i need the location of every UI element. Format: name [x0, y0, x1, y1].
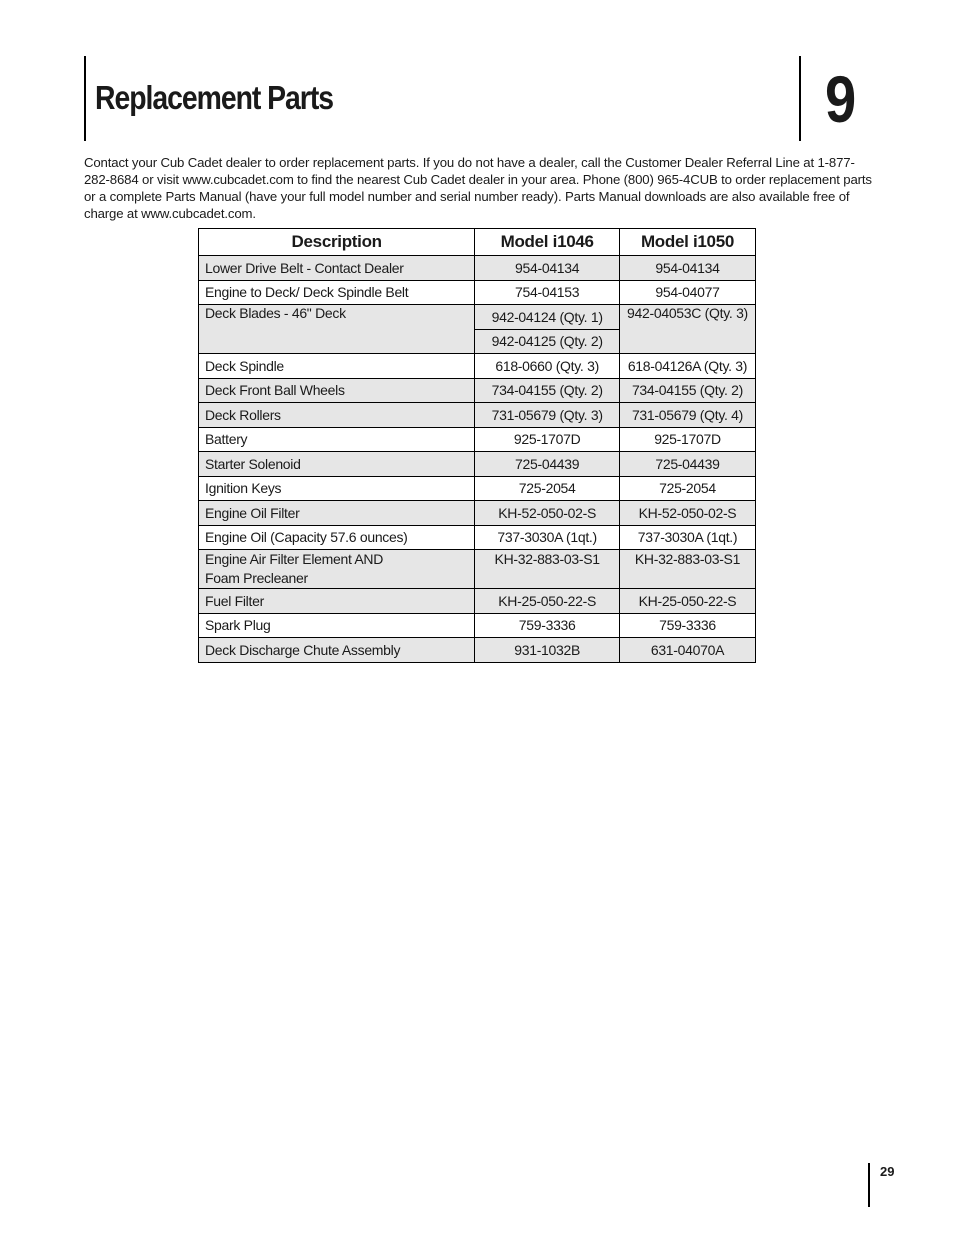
part-number-i1050: KH-25-050-22-S	[619, 589, 755, 614]
part-number-i1050: 737-3030A (1qt.)	[619, 525, 755, 550]
table-row	[199, 305, 756, 330]
title-rule	[84, 56, 86, 141]
part-number-i1046: KH-52-050-02-S	[475, 501, 620, 526]
part-number-i1050: 731-05679 (Qty. 4)	[619, 403, 755, 428]
table-row	[199, 525, 756, 550]
table-row	[199, 613, 756, 638]
part-description: Deck Spindle	[199, 354, 475, 379]
page-title: Replacement Parts	[95, 79, 333, 116]
page-number: 29	[880, 1164, 895, 1179]
part-description: Spark Plug	[199, 613, 475, 638]
table-row	[199, 403, 756, 428]
intro-paragraph: Contact your Cub Cadet dealer to order replacement parts. If you do not have a dealer, call the Customer Dealer Referral Line at 1-877-282-8684 or visit www.cubcadet.com to find the nearest Cub Cadet dealer in your area. Phone (800) 965-4CUB to order replacement parts or a complete Parts Manual (have your full model number and serial number ready). Parts Manual downloads are also available free of charge at www.cubcadet.com.	[84, 155, 872, 221]
part-number-i1046: KH-32-883-03-S1	[475, 550, 620, 589]
part-number-i1046-second: 942-04125 (Qty. 2)	[475, 329, 620, 354]
header-description: Description	[199, 229, 475, 256]
table-row	[199, 589, 756, 614]
part-number-i1050: 631-04070A	[619, 638, 755, 663]
part-number-i1046: 954-04134	[475, 256, 620, 281]
chapter-number: 9	[825, 62, 857, 136]
part-description: Deck Front Ball Wheels	[199, 378, 475, 403]
part-number-i1050: 954-04134	[619, 256, 755, 281]
part-description	[199, 550, 475, 589]
part-number-i1046: 737-3030A (1qt.)	[475, 525, 620, 550]
part-number-i1050: 618-04126A (Qty. 3)	[619, 354, 755, 379]
header-model-i1050: Model i1050	[619, 229, 755, 256]
part-description: Engine to Deck/ Deck Spindle Belt	[199, 280, 475, 305]
part-number-i1046: 925-1707D	[475, 427, 620, 452]
part-number-i1050: 759-3336	[619, 613, 755, 638]
part-description: Starter Solenoid	[199, 452, 475, 477]
part-number-i1050: KH-52-050-02-S	[619, 501, 755, 526]
part-number-i1046: 618-0660 (Qty. 3)	[475, 354, 620, 379]
part-number-i1046: 734-04155 (Qty. 2)	[475, 378, 620, 403]
page-number-rule	[868, 1163, 870, 1207]
table-row	[199, 638, 756, 663]
part-number-i1046: 731-05679 (Qty. 3)	[475, 403, 620, 428]
table-row	[199, 280, 756, 305]
table-row	[199, 550, 756, 589]
part-description-line-1: Engine Air Filter Element AND	[205, 551, 384, 567]
part-number-i1046: 725-04439	[475, 452, 620, 477]
part-number-i1050: 725-2054	[619, 476, 755, 501]
table-row	[199, 256, 756, 281]
part-description-line-2: Foam Precleaner	[205, 570, 308, 586]
part-description: Deck Rollers	[199, 403, 475, 428]
part-number-i1046: 725-2054	[475, 476, 620, 501]
part-number-i1050: 725-04439	[619, 452, 755, 477]
part-number-i1046: 942-04124 (Qty. 1)	[475, 305, 620, 330]
table-row	[199, 476, 756, 501]
part-number-i1046: 759-3336	[475, 613, 620, 638]
part-description: Deck Blades - 46" Deck	[199, 305, 475, 354]
parts-table	[198, 228, 756, 663]
table-row	[199, 378, 756, 403]
part-description: Fuel Filter	[199, 589, 475, 614]
table-row	[199, 452, 756, 477]
part-number-i1046: 931-1032B	[475, 638, 620, 663]
header-model-i1046: Model i1046	[475, 229, 620, 256]
part-number-i1050: KH-32-883-03-S1	[619, 550, 755, 589]
part-description: Engine Oil Filter	[199, 501, 475, 526]
part-number-i1050: 734-04155 (Qty. 2)	[619, 378, 755, 403]
part-description: Ignition Keys	[199, 476, 475, 501]
part-description: Deck Discharge Chute Assembly	[199, 638, 475, 663]
part-description: Lower Drive Belt - Contact Dealer	[199, 256, 475, 281]
part-description: Battery	[199, 427, 475, 452]
chapter-rule	[799, 56, 801, 141]
part-number-i1050: 925-1707D	[619, 427, 755, 452]
table-row	[199, 354, 756, 379]
part-description: Engine Oil (Capacity 57.6 ounces)	[199, 525, 475, 550]
table-header-row	[199, 229, 756, 256]
part-number-i1050: 942-04053C (Qty. 3)	[619, 305, 755, 354]
part-number-i1046: 754-04153	[475, 280, 620, 305]
part-number-i1046: KH-25-050-22-S	[475, 589, 620, 614]
table-row	[199, 501, 756, 526]
part-number-i1050: 954-04077	[619, 280, 755, 305]
table-row	[199, 427, 756, 452]
